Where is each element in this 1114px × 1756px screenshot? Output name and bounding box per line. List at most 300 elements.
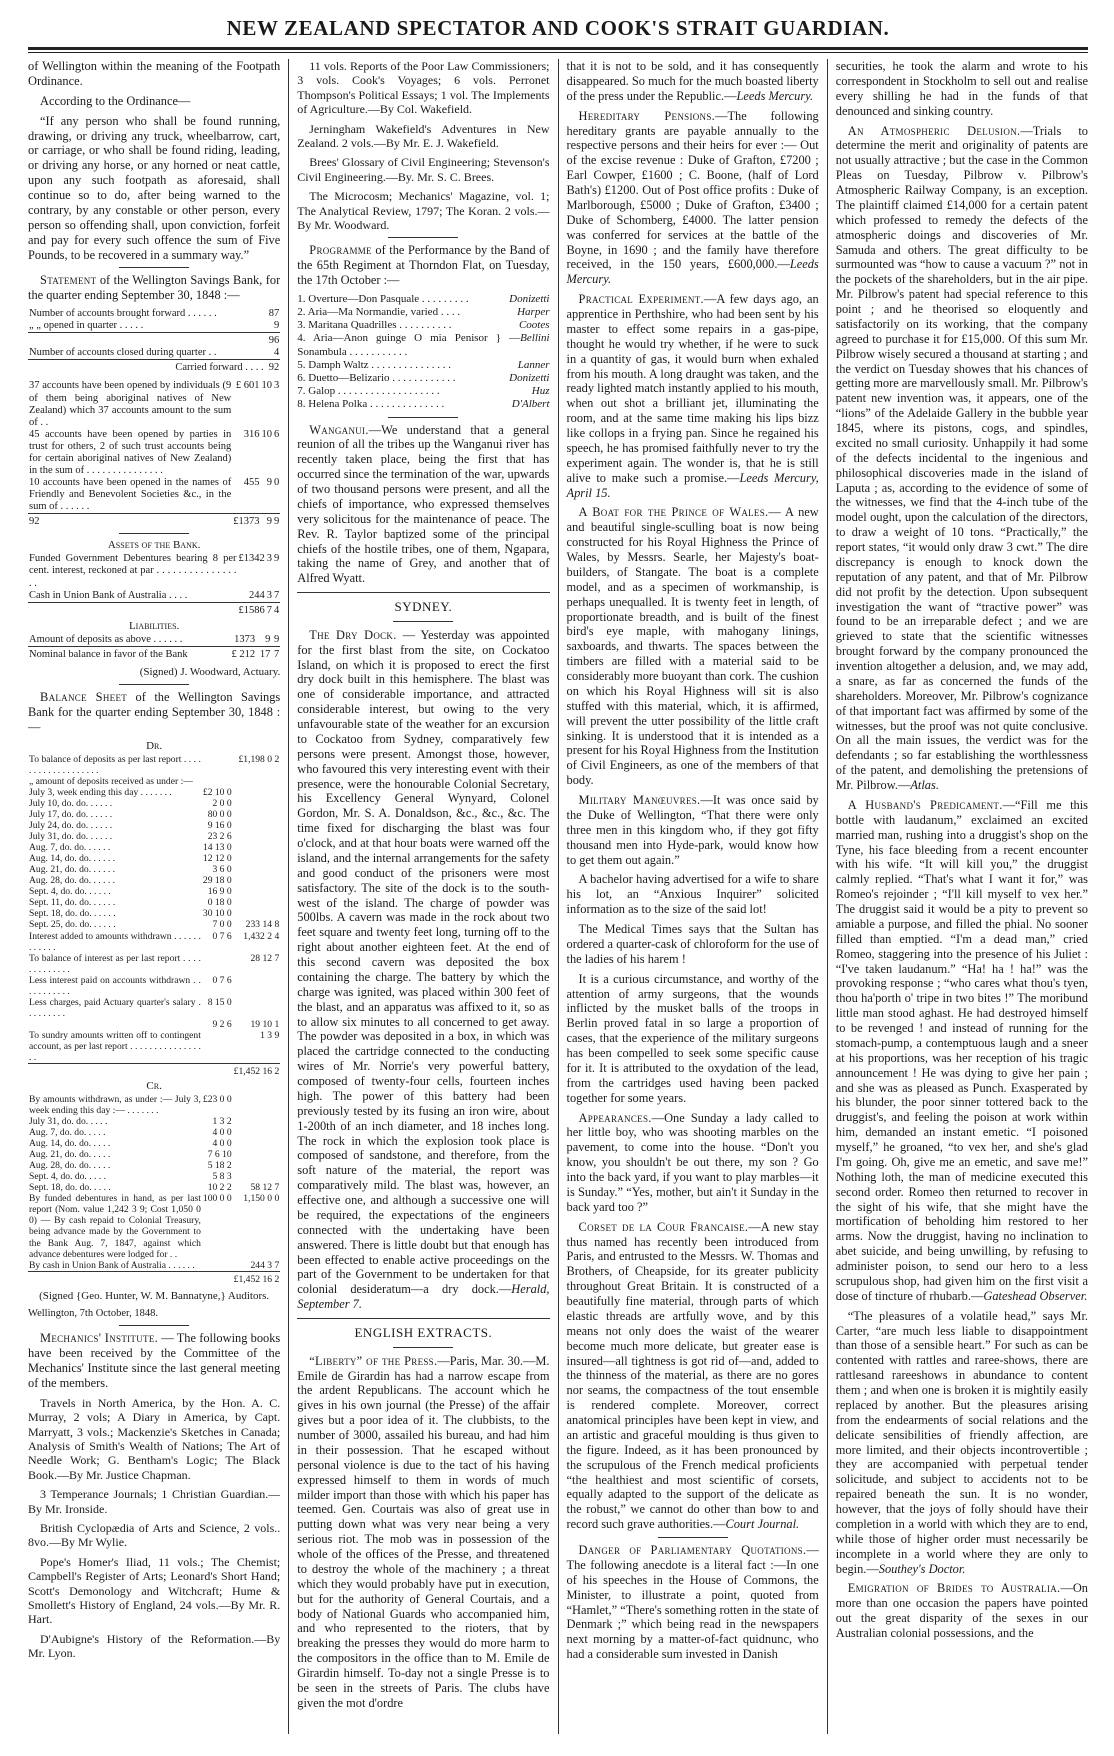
drydock-source: Herald, September 7. <box>297 1282 550 1312</box>
divider <box>119 533 189 534</box>
table-row <box>28 333 280 348</box>
table-row <box>28 997 280 1019</box>
liberty-continued <box>567 59 819 104</box>
row-label: To sundry amounts written off to contingent account, as per last report . . . . . . . . . . . . . . . . . <box>29 1029 201 1063</box>
row-total <box>233 908 281 919</box>
table-row <box>28 897 280 908</box>
list-item <box>297 306 549 319</box>
row-total <box>233 886 281 897</box>
shillings: 3 <box>266 553 272 565</box>
table-row <box>28 347 280 360</box>
table-row <box>28 553 280 589</box>
row-label: Sept. 18, do. do. . . . . <box>29 1182 111 1194</box>
row-total <box>233 1138 281 1149</box>
divider <box>393 1347 453 1348</box>
savings-heading <box>28 273 280 303</box>
table-row <box>28 602 280 617</box>
appearances-article <box>567 1111 819 1215</box>
row-label: Less interest paid on accounts withdrawn . . . . . . . . . . . <box>29 974 201 997</box>
row-sub: 0 7 6 <box>212 930 232 942</box>
divider <box>119 684 189 685</box>
assets-heading: Assets of the Bank. <box>107 539 201 552</box>
book-list <box>28 1396 280 1661</box>
row-sub <box>202 1260 233 1272</box>
row-sub: 1 3 2 <box>212 1116 232 1128</box>
row-total: £1,452 16 2 <box>233 1063 281 1077</box>
row-total: 233 14 8 <box>245 919 280 931</box>
row-sub: 12 12 0 <box>202 853 232 865</box>
savings-heading-text: of the Wellington Savings Bank, for the quarter ending September 30, 1848 :— <box>28 273 281 303</box>
row-label <box>28 333 265 348</box>
accounts-table <box>28 380 280 528</box>
table-row <box>28 1182 280 1193</box>
drydock-article <box>297 628 549 1312</box>
pensions-article <box>567 109 819 288</box>
cr-heading: Cr. <box>146 1079 162 1092</box>
balance-heading-caps: Balance Sheet <box>40 690 128 705</box>
table-row <box>28 1063 280 1077</box>
table-row <box>28 908 280 919</box>
liberty-text: —Paris, Mar. 30.—M. Emile de Girardin has had a narrow escape from the ardent Republicans. The account which he gives in his own journal (the Presse) of the affair gives but a poor idea of it. The clubbists, to the number of 3000, assailed his bureau, and had him in their possession. That he escaped without personal violence is due to the tact of his having expressed himself to them in words of much milder import than those with which his paper has teemed. Gen. Courtais was also of great use in putting down what was very near being a very serious riot. The mob was in possession of the whole of the offices of the Presse, and threatened to destroy the whole of the machinery ; a threat which they would probably have put in execution, but for the authority of General Courtais, and a body of National Guards who accompanied him, and who represented to the rioters, that by breaking the presses they would do more harm to the compositors in the office than to M. Emile de Girardin himself. To-day not a single Presse is to be seen in the streets of Paris. The clubs have given the mot d'ordre <box>297 1353 550 1710</box>
row-sub <box>202 1030 233 1064</box>
table-row <box>28 429 280 477</box>
boat-heading: A Boat for the Prince of Wales. <box>578 505 769 520</box>
row-sub: 7 6 10 <box>207 1149 232 1161</box>
row-total <box>233 875 281 886</box>
practical-text: —A few days ago, an apprentice in Perthshire, who had been sent by his master to effect some repairs in a gas-pipe, thought he would try whether, if he were to suck in a quantity of gas, it would burn when exhaled from his mouth. A long draught was taken, and the ready lighted match instantly applied to his mouth, when out shot a brilliant jet, illuminating the room, and at the same time making his lips bizz like collops in a frying pan. Since he regained his speech, he has promised faithfully never to try the experiment again. The wonder is, that he is still alive to make such a promise.— <box>566 292 819 485</box>
row-total <box>233 997 281 1019</box>
row-label: Aug. 21, do. do. . . . . <box>29 1149 111 1161</box>
row-label: 10 accounts have been opened in the names of Friendly and Benevolent Societies &c., in the sum of . . . . . . <box>29 476 232 513</box>
pleasures-text: “The pleasures of a volatile head,” says Mr. Carter, “are much less liable to disappointment than those of a sensible heart.” For such as can be contented with rattles and raree-shows, there are rattlesand rareeshows in abundance to content them ; and when one is broken it is mightily easily replaced by another. But the pleasures arising from the endearments of social relations and the delicate sensibilities of friendly affection, are more limited, and their objects incontrovertible ; they are accompanied with perpetual tender solicitude, and subject to accidents not to be repaired beneath the sun. It is no wonder, however, that the joys of folly should have their completion in a world with which they are to end, while those of higher order must necessarily be incomplete in a world where they are only to begin.— <box>835 1308 1088 1576</box>
row-total: 19 10 1 <box>250 1018 280 1030</box>
row-sub: £2 10 0 <box>202 787 232 799</box>
row-value: 87 <box>268 308 280 320</box>
row-label: July 24, do. do. . . . . . <box>29 820 113 832</box>
row-total: 1,150 0 0 <box>243 1193 280 1205</box>
husband-heading: A Husband's Predicament. <box>847 797 1003 812</box>
delusion-article <box>836 124 1088 793</box>
table-row <box>28 1260 280 1272</box>
list-item: British Cyclopædia of Arts and Science, 2 vols.. 8vo.—By Mr Wylie. <box>28 1521 281 1550</box>
row-sub: 14 13 0 <box>202 842 232 854</box>
row-total: £1,198 0 2 <box>238 754 280 765</box>
column-3 <box>558 59 819 1734</box>
row-total <box>233 1127 281 1138</box>
table-row <box>28 646 280 661</box>
list-item <box>297 372 549 385</box>
masthead: NEW ZEALAND SPECTATOR AND COOK'S STRAIT GUARDIAN. <box>226 16 890 40</box>
row-total: 1,432 2 4 <box>243 930 280 942</box>
emigration-text: —On more than one occasion the papers have pointed out the great disparity of the sexes in our Australian colonial possessions, and the <box>835 1581 1088 1640</box>
wanganui-text: —We understand that a general reunion of all the tribes up the Wanganui river has recently taken place, being the first that has occurred since the termination of the war, upwards of two thousand persons were present, and all the chiefs of importance, who expressed themselves very solicitous for the maintenance of peace. The Rev. R. Taylor baptized some of the principal chiefs of the hostile tribes, one of them, Ngapara, taking the name of Grey, and another that of Alfred Wyatt. <box>297 422 550 586</box>
list-item: 3 Temperance Journals; 1 Christian Guardian.—By Mr. Ironside. <box>28 1487 281 1516</box>
table-row <box>28 1019 280 1030</box>
pence: 7 <box>271 646 280 661</box>
row-sub: 30 10 0 <box>202 908 232 920</box>
pensions-text: —The following hereditary grants are payable annually to the respective persons and their heirs for ever :— Out of the excise revenue : Duke of Grafton, £7200 ; Earl Cowper, £1600 ; C. Boone, (half of Lord Bath's) £1200. Out of Post office profits : Duke of Marlborough, £5000 ; Duke of Grafton, £3400 ; Duke of Schomberg, £4000. The latter pension was conferred for services at the battle of the Boyne, in 1690 ; and the family have therefore received, in the 150 years, £600,000.— <box>566 108 819 272</box>
divider <box>297 592 549 593</box>
row-total <box>233 831 281 842</box>
row-sub: 0 18 0 <box>207 897 232 909</box>
english-heading: ENGLISH EXTRACTS. <box>354 1325 493 1341</box>
husband-article <box>836 798 1088 1304</box>
dr-table <box>28 754 280 1077</box>
row-total: 58 12 7 <box>250 1182 280 1194</box>
military-article <box>567 793 819 867</box>
row-label: Cash in Union Bank of Australia . . . . <box>29 589 188 601</box>
pence: 6 <box>274 428 280 440</box>
dateline: Wellington, 7th October, 1848. <box>28 1307 158 1319</box>
row-label <box>28 1019 202 1030</box>
table-row <box>28 1094 280 1116</box>
boat-article <box>567 505 819 788</box>
table-row <box>28 886 280 897</box>
wanganui-heading: Wanganui. <box>309 422 369 437</box>
row-sub: 100 0 0 <box>202 1193 232 1205</box>
table-row <box>28 798 280 809</box>
row-value: 96 <box>265 333 281 348</box>
corset-article <box>567 1220 819 1532</box>
row-value: 92 <box>265 360 281 375</box>
row-label: By amounts withdrawn, as under :— July 3, week ending this day :— . . . . . . . <box>29 1094 201 1117</box>
pensions-heading: Hereditary Pensions. <box>578 108 716 123</box>
row-label: „ amount of deposits received as under :— <box>29 776 193 788</box>
balance-heading <box>28 690 280 735</box>
delusion-source: Atlas. <box>910 778 939 792</box>
row-total <box>233 1171 281 1182</box>
pounds: £ 601 <box>235 380 260 392</box>
programme-item: 7. Galop . . . . . . . . . . . . . . . . . . . <box>297 385 440 398</box>
divider <box>393 621 453 622</box>
row-sub: 0 7 6 <box>212 974 232 986</box>
row-total <box>233 975 281 997</box>
table-row <box>28 1127 280 1138</box>
pence: 9 <box>273 514 280 529</box>
masthead-rule-thick <box>28 47 1088 50</box>
table-row <box>28 919 280 930</box>
row-sub <box>202 1063 233 1077</box>
programme-composer: Cootes <box>518 319 550 332</box>
practical-heading: Practical Experiment. <box>578 292 704 307</box>
row-total: 1 3 9 <box>260 1029 280 1041</box>
row-label: July 31, do. do. . . . . . <box>29 831 113 843</box>
row-label: Amount of deposits as above . . . . . . <box>29 633 183 645</box>
row-label: Sept. 11, do. do. . . . . . <box>29 897 116 909</box>
table-row <box>28 1030 280 1064</box>
programme-composer: Donizetti <box>509 292 550 305</box>
row-label: Aug. 7, do. do. . . . . . <box>29 842 111 854</box>
row-sub: 23 2 6 <box>207 831 232 843</box>
table-row <box>28 1271 280 1285</box>
row-sub <box>202 754 233 776</box>
balance-heading-text: of the Wellington Savings Bank for the quarter ending September 30, 1848 :— <box>28 690 281 734</box>
wanganui-article <box>297 423 549 587</box>
pence: 9 <box>274 553 280 565</box>
row-sub: 7 0 0 <box>212 919 232 931</box>
cr-table <box>28 1094 280 1285</box>
curious-article: It is a curious circumstance, and worthy of the attention of army surgeons, that the wounds inflicted by the musket balls of the troops in Berlin proved fatal in so large a proportion of cases, that the experience of the military surgeons has been compelled to seek some specific cause for it. It is attributed to the oxydation of the lead, from the cartridges used having been packed together for some years. <box>566 971 819 1105</box>
row-label: Aug. 21, do. do. . . . . . <box>29 864 116 876</box>
assets-table <box>28 553 280 616</box>
pounds: 455 <box>243 476 260 488</box>
row-sub: 5 8 3 <box>212 1171 232 1183</box>
programme-text: of the Performance by the Band of the 65th Regiment at Thorndon Flat, on Tuesday, the 17th October :— <box>297 243 550 288</box>
list-item: 11 vols. Reports of the Poor Law Commissioners; 3 vols. Cook's Voyages; 6 vols. Perronet Thompson's Political Essays; 1 vol. The Implements of Agriculture.—By Col. Wakefield. <box>297 59 550 117</box>
sydney-heading: SYDNEY. <box>394 599 453 615</box>
divider <box>119 267 189 268</box>
table-row <box>28 831 280 842</box>
signature-actuary: (Signed) J. Woodward, Actuary. <box>139 666 281 678</box>
row-label: Nominal balance in favor of the Bank <box>28 646 225 661</box>
divider <box>388 417 458 418</box>
bachelor-article: A bachelor having advertised for a wife to share his lot, an “Anxious Inquirer” solicited information as to the size of the said lot! <box>566 872 819 917</box>
table-row <box>28 320 280 333</box>
row-total: £1,452 16 2 <box>233 1271 281 1285</box>
signature-auditors: (Signed {Geo. Hunter, W. M. Bannatyne,} Auditors. <box>39 1289 270 1302</box>
shillings: 10 <box>261 428 272 440</box>
row-sub <box>202 776 233 787</box>
row-sub: 16 9 0 <box>207 886 232 898</box>
programme-intro <box>297 243 549 288</box>
programme-composer: Huz <box>531 385 550 398</box>
table-row <box>28 776 280 787</box>
programme-item: 3. Maritana Quadrilles . . . . . . . . . . <box>297 319 452 332</box>
table-row <box>28 590 280 603</box>
table-row <box>28 953 280 975</box>
row-label <box>28 602 238 617</box>
table-row <box>28 1171 280 1182</box>
shillings: 9 <box>265 633 271 645</box>
row-total <box>233 820 281 831</box>
row-label: Funded Government Debentures bearing 8 per cent. interest, reckoned at par . . . . . . . . . . . . . . . . . <box>29 553 237 589</box>
table-row <box>28 864 280 875</box>
shillings: 3 <box>266 589 272 601</box>
column-1 <box>28 59 280 1734</box>
table-row <box>28 477 280 514</box>
list-item: D'Aubigne's History of the Reformation.—By Mr. Lyon. <box>28 1631 281 1661</box>
securities-continued: securities, he took the alarm and wrote to his correspondent in Stockholm to sell out and realise every shilling he had in the funds of that denounced and sinking country. <box>835 59 1088 118</box>
pence: 9 <box>274 633 280 645</box>
pence: 3 <box>274 380 280 392</box>
row-total <box>233 798 281 809</box>
row-sub <box>202 1271 233 1285</box>
list-item <box>297 359 549 372</box>
ordinance-quote: “If any person who shall be found running, drawing, or driving any truck, wheelbarrow, cart, or carriage, or who shall be found riding, leading, or driving any horse, or any horned or neat cattle, upon any such footpath as aforesaid, shall continue so to do, after being warned to the contrary, by any constable or other person, every person so offending shall, upon conviction, forfeit and pay for every such offence the sum of Five Pounds, to be recovered in a summary way.” <box>28 113 281 262</box>
table-row <box>28 1160 280 1171</box>
military-text: —It was once said by the Duke of Wellington, “That there were only three men in this kingdom who, if they got fifty thousand men into Hyde-park, would know how to get them out again.” <box>566 793 819 867</box>
row-label: Sept. 25, do. do. . . . . . <box>29 919 116 931</box>
divider <box>297 1318 549 1319</box>
row-label: Aug. 14, do. do. . . . . . <box>29 853 116 865</box>
programme-composer: Bellini <box>520 332 550 345</box>
liberty-heading: “Liberty” of the Press. <box>309 1353 438 1368</box>
table-row <box>28 634 280 647</box>
pence: 7 <box>274 589 280 601</box>
boat-text: — A new and beautiful single-sculling boat is now being constructed for his Royal Highness the Prince of Wales, by Messrs. Searle, her Majesty's boat-builders, of Stangate. The boat is a complete model, and as a specimen of workmanship, is perhaps unequalled. It is twenty feet in length, of proportionate breadth, and is built of the finest bird's eye maple, with mahogany linings, saxboards, and thwarts. The spaces between the timbers are filled with a material said to be considerably more buoyant than cork. The cushion on which his Royal Highness will sit is also stuffed with this material, which, it is affirmed, will prevent the utter possibility of the little craft sinking. It is understood that it is intended as a present for his Royal Highness from the Institution of Civil Engineers, as one of the members of that body. <box>566 505 819 788</box>
row-total <box>233 776 281 787</box>
shillings: 7 <box>266 602 273 617</box>
list-item <box>297 332 549 358</box>
husband-text: —“Fill me this bottle with laudanum,” exclaimed an excited married man, rushing into a druggist's shop on the Tyne, his face bleeding from a recent encounter with his wife. “It will kill you,” the druggist calmly replied. “That's what I want it for,” was Romeo's rejoinder ; “I'll kill myself to vex her.” The druggist said it would be a pity to prevent so amiable a purpose, and filled the phial. No sooner filled than emptied. “I'm a dead man,” cried Romeo, staggering into the presence of his Juliet : “I've taken laudanum.” “Ha! ha ! ha!” was the provoking response ; “who cares what thou's tyen, thou ha'porth o' tripe in two bites !” The moribund little man stood aghast. He had destroyed himself to be revenged ! and instead of running for the stomach-pump, a contemptuous laugh and a sneer at his proportions, was her reception of his tragic announcement ! He was dying to give her pain ; and she was as pleased as Punch. Exasperated by his blunder, the poor sinner tottered back to the druggist's, and feeling the poison at work within him, demanded an instant emetic. “I poisoned myself,” he groaned, “to vex her, and she's glad I'm going. Oh, give me an emetic, and save me!” Nothing loth, the man of medicine executed this second order. Romeo then returned to recover in the sight of his wife, that she might have the mortification of beholding him restored to her arms. Now the druggist, having no inclination to abet suicide, and being unwilling, by refusing to administer poison, to send our hero to a less scrupulous shop, had given him on the first visit a dose of tincture of rhubarb.— <box>835 797 1088 1303</box>
table-row <box>28 1138 280 1149</box>
programme-item: 1. Overture—Don Pasquale . . . . . . . . . <box>297 292 469 305</box>
mechanics-heading: Mechanics' Institute. <box>40 1331 159 1346</box>
row-sub: 2 0 0 <box>212 798 232 810</box>
pounds: £1373 <box>232 514 260 529</box>
practical-article <box>567 292 819 500</box>
row-total <box>233 897 281 908</box>
row-label: Aug. 7, do. do. . . . . <box>29 1127 106 1139</box>
row-sub: 29 18 0 <box>202 875 232 887</box>
row-label: „ „ opened in quarter . . . . . <box>29 320 144 332</box>
table-row <box>28 308 280 320</box>
row-label: Aug. 28, do. do. . . . . . <box>29 875 116 887</box>
row-sub: 3 6 0 <box>212 864 232 876</box>
pence: 4 <box>273 602 280 617</box>
programme-item: 6. Duetto—Belizario . . . . . . . . . . . . <box>297 372 456 385</box>
table-row <box>28 787 280 798</box>
drydock-heading: The Dry Dock. <box>309 627 397 642</box>
table-row <box>28 931 280 953</box>
danger-article <box>567 1543 819 1662</box>
row-label: July 3, week ending this day . . . . . . . <box>29 787 172 799</box>
row-total <box>233 1149 281 1160</box>
row-value: 9 <box>274 320 280 332</box>
list-item: Travels in North America, by the Hon. A. C. Murray, 2 vols; A Diary in America, by Capt. Marryatt, 3 vols.; Mackenzie's Sketches in Canada; Analysis of Smith's Wealth of Nations; The Art of Needle Work; G. Bentham's Logic; The Black Book.—By Mr. Justice Chapman. <box>28 1395 281 1482</box>
programme-item: 4. Aria—Anon guinge O mia Penisor } —Sonambula . . . . . . . . . . . <box>297 332 521 358</box>
delusion-heading: An Atmospheric Delusion. <box>847 123 1021 138</box>
masthead-rule-thin <box>28 52 1088 53</box>
row-label: Aug. 14, do. do. . . . . <box>29 1138 111 1150</box>
row-label: July 31, do. do. . . . . <box>29 1116 108 1128</box>
list-item <box>297 398 549 411</box>
row-value: 4 <box>274 347 280 359</box>
programme-list <box>297 293 549 412</box>
pounds: 316 <box>243 428 260 440</box>
emigration-heading: Emigration of Brides to Australia. <box>847 1581 1061 1596</box>
delusion-text: —Trials to determine the merit and originality of patents are not usually attractive ; but the case in the Common Pleas on Tuesday, Pilbrow v. Pilbrow's Atmospheric Railway Company, is an exception. The plaintiff claimed £14,000 for a certain patent which professed to remedy the defects of the atmospheric doings and discoveries of Mr. Samuda and others. The great difficulty to be surmounted was “how to cause a vacuum ?” not in the pockets of the shareholders, but in the air pipe. Mr. Pilbrow's patent had special reference to this point ; and he theorised so eloquently and satisfactorily on its working, that the company agreed to purchase it for £15,000. Of this sum Mr. Pilbrow wisely secured a thousand at starting ; and the verdict on Tuesday showes that his chances of getting more are marvellously small. Mr. Pilbrow's patent new invention was, it appears, one of the “lions” of the Adelaide Gallery in the bubble year 1845, where its pistons, cogs, and spindles, excited no small curiosity. Unhappily it had some of the defects incidental to the ingenious and philosophical discoveries made in the island of Laputa ; as, according to the evidence of some of the witnesses, we find that the 4-inch tube of the model ought, upon the calculation of the directors, to draw a weight of 10 tons. “Practically,” the report states, “it would only draw 3 cwt.” The dire discrepancy is enough to knock down the reputation of any patent, and that of Mr. Pilbrow did not profit by the detection. Upon subsequent investigation the want of “tractive power” was found to be an irreparable defect ; and we are grieved to state that the scientific witnesses brought forward by the company pronounced the invention altogether a delusion, and, we may add, a snare, as far as concerned the funds of the shareholders. Moreover, Mr. Pilbrow's cognizance of that important fact was affirmed by some of the witnesses, but the proof was not quite conclusive. On all the main issues, the verdict was for the defendants ; so far establishing the worthlessness of the patent, and demolishing the pretensions of Mr. Pilbrow.— <box>835 123 1088 792</box>
row-label: Sept. 18, do. do. . . . . . <box>29 908 116 920</box>
savings-count-table <box>28 308 280 374</box>
row-label: July 17, do. do. . . . . . <box>29 809 113 821</box>
row-label: Aug. 28, do. do. . . . . <box>29 1160 111 1172</box>
emigration-article <box>836 1581 1088 1641</box>
row-sub: 80 0 0 <box>207 809 232 821</box>
row-total: 244 3 7 <box>250 1259 280 1271</box>
danger-heading: Danger of Parliamentary Quotations. <box>578 1543 807 1557</box>
column-4 <box>827 59 1088 1734</box>
row-total <box>233 864 281 875</box>
table-row <box>28 514 280 529</box>
according: According to the Ordinance— <box>40 93 191 108</box>
row-sub <box>202 953 233 975</box>
table-row <box>28 754 280 776</box>
programme-item: 5. Damph Waltz . . . . . . . . . . . . . . . <box>297 358 452 371</box>
list-item <box>297 385 549 398</box>
row-label: Number of accounts brought forward . . . . . . <box>29 308 217 320</box>
corset-heading: Corset de la Cour Francaise. <box>578 1219 749 1234</box>
mechanics-text: — The following books have been received by the Committee of the Mechanics' Institute since the last general meeting of the members. <box>28 1331 281 1391</box>
row-sub: £23 0 0 <box>202 1094 232 1106</box>
book-list-continued <box>297 59 549 232</box>
row-label: 92 <box>28 514 232 529</box>
row-label: To balance of deposits as per last report . . . . . . . . . . . . . . . . . . . <box>29 754 201 777</box>
row-total <box>233 1160 281 1171</box>
table-row <box>28 853 280 864</box>
appearances-heading: Appearances. <box>578 1110 652 1125</box>
medical-article: The Medical Times says that the Sultan has ordered a quarter-cask of chloroform for the use of the ladies of his harem ! <box>566 922 819 966</box>
pensions-source: Leeds Mercury. <box>566 257 819 287</box>
row-label: Number of accounts closed during quarter . . <box>29 347 217 359</box>
pence: 0 <box>274 476 280 488</box>
row-label: Interest added to amounts withdrawn . . . . . . . . . . . . <box>29 930 201 953</box>
table-row <box>28 842 280 853</box>
row-label: To balance of interest as per last report . . . . . . . . . . . . . <box>29 952 201 975</box>
list-item <box>297 293 549 306</box>
pounds: 1373 <box>234 633 256 645</box>
row-sub: 4 0 0 <box>212 1127 232 1139</box>
row-label: 37 accounts have been opened by individuals (9 of them being aboriginal natives of New Zealand) which 37 accounts amount to the sum of . . <box>29 380 232 428</box>
shillings: 17 <box>256 646 271 661</box>
liabilities-table <box>28 634 280 661</box>
divider <box>388 237 458 238</box>
row-sub: 8 15 0 <box>207 996 232 1008</box>
liberty-cont-text: that it is not to be sold, and it has consequently disappeared. So much for the much boasted liberty of the press under the Republic.— <box>566 59 819 103</box>
table-row <box>28 360 280 375</box>
footpath-intro: of Wellington within the meaning of the Footpath Ordinance. <box>28 59 281 88</box>
programme-composer: Lanner <box>517 358 550 371</box>
row-label: By cash in Union Bank of Australia . . . . . . <box>29 1259 195 1271</box>
column-2 <box>288 59 549 1734</box>
row-total: 28 12 7 <box>250 952 280 964</box>
programme-composer: D'Albert <box>511 398 550 411</box>
row-total <box>233 809 281 820</box>
mechanics-article <box>28 1331 280 1391</box>
row-sub: 9 16 0 <box>207 820 232 832</box>
list-item: Pope's Homer's Iliad, 11 vols.; The Chemist; Campbell's Register of Arts; Leonard's Short Hand; Scott's Demonology and Witchcraft; Hume & Smollett's History of England, 24 vols.—By Mr. R. Hart. <box>28 1554 281 1627</box>
corset-text: —A new stay thus named has recently been introduced from Paris, and entrusted to the Messrs. W. Thomas and Brothers, of Cheapside, for its greater publicity throughout Great Britain. It is constructed of a beautifully fine material, through parts of which elastic threads are artfully wove, and by this means not only does the waist of the wearer become much more delicate, but greater ease is insured—all tightness is got rid of—and, added to the thinness of the material, as there are no gores nor seams, the compactness of the tout ensemble is rendered complete. Moreover, correct anatomical principles have been kept in view, and an artistic and graceful moulding is thus given to the figure. Indeed, as it has been pronounced by the scrupulous of the French medical proficients “the healthiest and most scientific of corsets, equally adapted to the support of the delicate as the robust,” we cannot do other than bow to and record such grave authorities.— <box>566 1219 819 1532</box>
liberty-source: Leeds Mercury. <box>736 88 814 103</box>
programme-composer: Harper <box>517 306 550 319</box>
row-sub: 10 2 2 <box>207 1182 232 1194</box>
drydock-text: — Yesterday was appointed for the first blast from the site, on Cockatoo Island, on which it is proposed to erect the first dry dock built in this hemisphere. The blast was one of considerable importance, and attracted considerable interest, but owing to the very unfavourable state of the weather for an excursion to Cockatoo from Sydney, comparatively few persons were present. Amongst those, however, who favoured this very interesting event with their presence, were the honourable Colonial Secretary, his Excellency General Wynyard, Colonel Gordon, Mr. S. A. Donaldson, &c., &c., &c. The time fixed for discharging the blast was four o'clock, and at that hour boats were warned off the island, and the internal arrangements for the safety and good conduct of the prisoners were most satisfactory. The site of the dock is to the south-west of the island. The charge of powder was 500lbs. A cavern was made in the rock about two feet square and twenty feet long, turning off to the right about another eighteen feet. At the end of this second cavern was deposited the box containing the charge. The battery by which the charge was ignited, was placed within 300 feet of the blast, and an apparatus was affixed to it, so as to allow six minutes to all concerned to get away. The powder was deposited in a box, in which was placed the cartridge connected to the conducting wires of Mr. Norrie's very powerful battery, composed of twenty-four cells, fourteen inches high. The power of this battery had been previously tested by its fusing an iron wire, about 1-200th of an inch diameter, and 18 inches long. The rock in which the explosion took place is composed of sandstone, and therefore, from the soft nature of the material, the report was comparatively mild. The blast was, however, an effective one, and although a successive one will be required, the expectations of the engineers connected with the undertaking have been answered. There is little doubt but that enough has been effected to enable active proceedings on the part of the Government to be undertaken for that colonial desideratum—a dry dock.— <box>297 627 550 1297</box>
pounds: 244 <box>249 589 265 601</box>
row-label: Sept. 4, do. do. . . . . <box>29 1171 107 1183</box>
table-row <box>28 809 280 820</box>
row-total <box>233 1094 281 1116</box>
row-sub: 4 0 0 <box>212 1138 232 1150</box>
shillings: 10 <box>261 380 272 392</box>
pleasures-article <box>836 1309 1088 1577</box>
shillings: 9 <box>266 476 272 488</box>
divider <box>658 1537 728 1538</box>
pounds: £ 212 <box>225 646 256 661</box>
table-row <box>28 1149 280 1160</box>
row-label <box>28 1271 202 1285</box>
row-sub: 5 18 2 <box>207 1160 232 1172</box>
pounds: £1586 <box>238 602 266 617</box>
programme-item: 2. Aria—Ma Normandie, varied . . . . <box>297 306 461 319</box>
list-item <box>297 319 549 332</box>
pounds: £1342 <box>238 553 265 565</box>
row-total <box>233 787 281 798</box>
columns <box>28 59 1088 1734</box>
table-row <box>28 975 280 997</box>
list-item: Jerningham Wakefield's Adventures in New Zealand. 2 vols.—By Mr. E. J. Wakefield. <box>297 121 550 150</box>
row-label <box>28 1063 202 1077</box>
row-label: 45 accounts have been opened by parties in trust for others, 2 of such trust accounts being for certain aboriginal natives of New Zealand) in the sum of . . . . . . . . . . . . . . . <box>29 428 232 476</box>
